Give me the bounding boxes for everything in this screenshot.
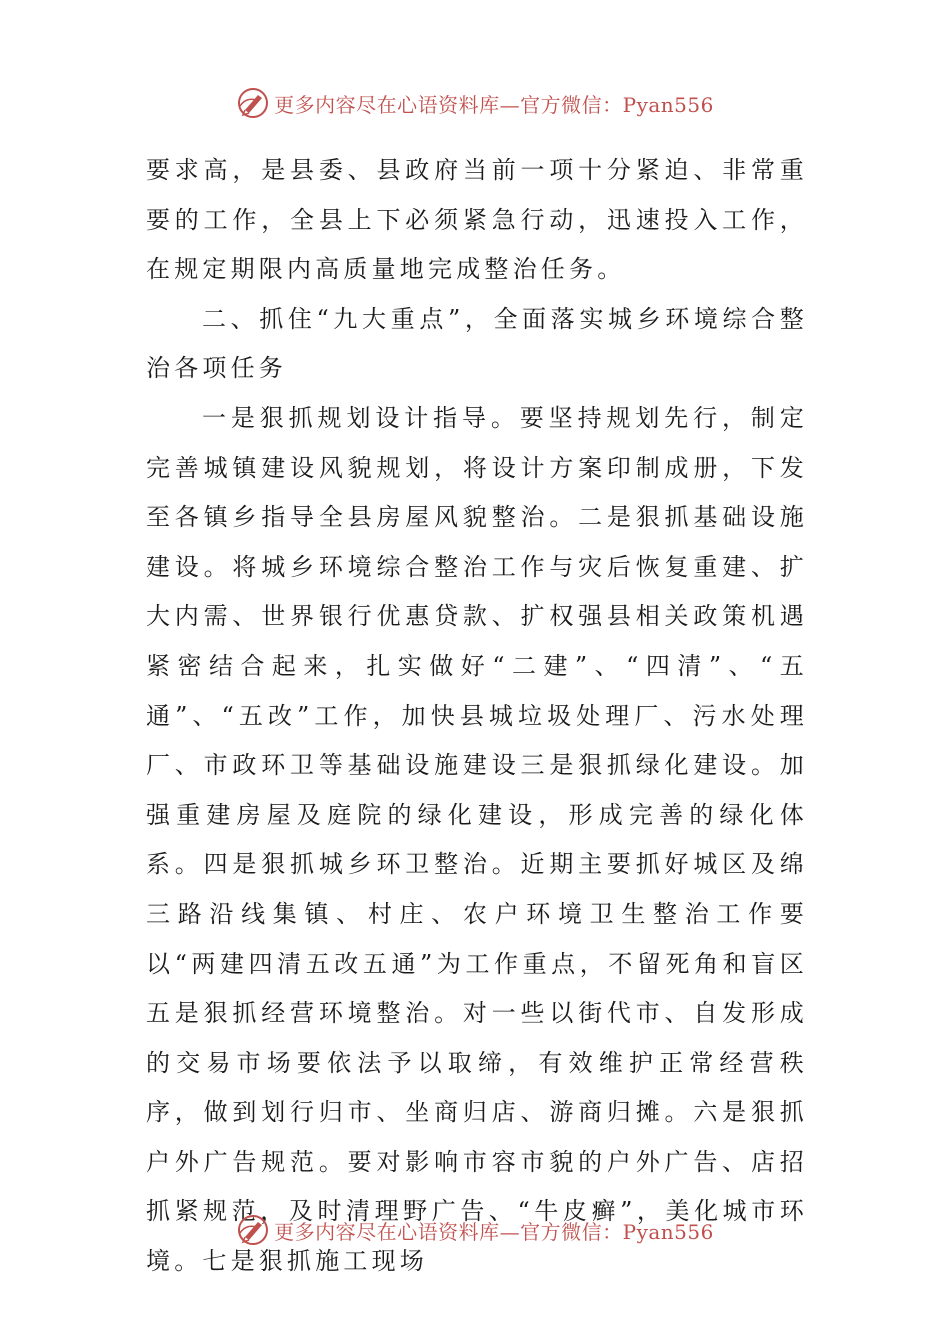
section-heading: 二、抓住“九大重点”，全面落实城乡环境综合整治各项任务: [146, 304, 808, 383]
watermark-text: 更多内容尽在心语资料库—官方微信：Pyan556: [274, 1219, 714, 1244]
pen-logo-icon: [236, 86, 270, 120]
paragraph-1: 要求高，是县委、县政府当前一项十分紧迫、非常重要的工作，全县上下必须紧急行动，迅速投入工作，在规定期限内高质量地完成整治任务。: [146, 156, 808, 284]
footer-watermark-banner: [0, 1210, 950, 1250]
document-body: [146, 146, 808, 1287]
watermark-text: 更多内容尽在心语资料库—官方微信：Pyan556: [274, 92, 714, 117]
wechat-id: Pyan556: [622, 92, 714, 117]
header-watermark-banner: [0, 83, 950, 123]
wechat-id: Pyan556: [622, 1219, 714, 1244]
paragraph-3: 一是狠抓规划设计指导。要坚持规划先行，制定完善城镇建设风貌规划，将设计方案印制成册，下发至各镇乡指导全县房屋风貌整治。二是狠抓基础设施建设。将城乡环境综合整治工作与灾后恢复重建、扩大内需、世界银行优惠贷款、扩权强县相关政策机遇紧密结合起来，扎实做好“二建”、“四清”、“五通”、“五改”工作，加快县城垃圾处理厂、污水处理厂、市政环卫等基础设施建设三是狠抓绿化建设。加强重建房屋及庭院的绿化建设，形成完善的绿化体系。四是狠抓城乡环卫整治。近期主要抓好城区及绵三路沿线集镇、村庄、农户环境卫生整治工作要以“两建四清五改五通”为工作重点，不留死角和盲区五是狠抓经营环境整治。对一些以街代市、自发形成的交易市场要依法予以取缔，有效维护正常经营秩序，做到划行归市、坐商归店、游商归摊。六是狠抓户外广告规范。要对影响市容市貌的户外广告、店招抓紧规范，及时清理野广告、“牛皮癣”，美化城市环境。七是狠抓施工现场: [146, 403, 808, 1276]
pen-logo-icon: [236, 1213, 270, 1247]
